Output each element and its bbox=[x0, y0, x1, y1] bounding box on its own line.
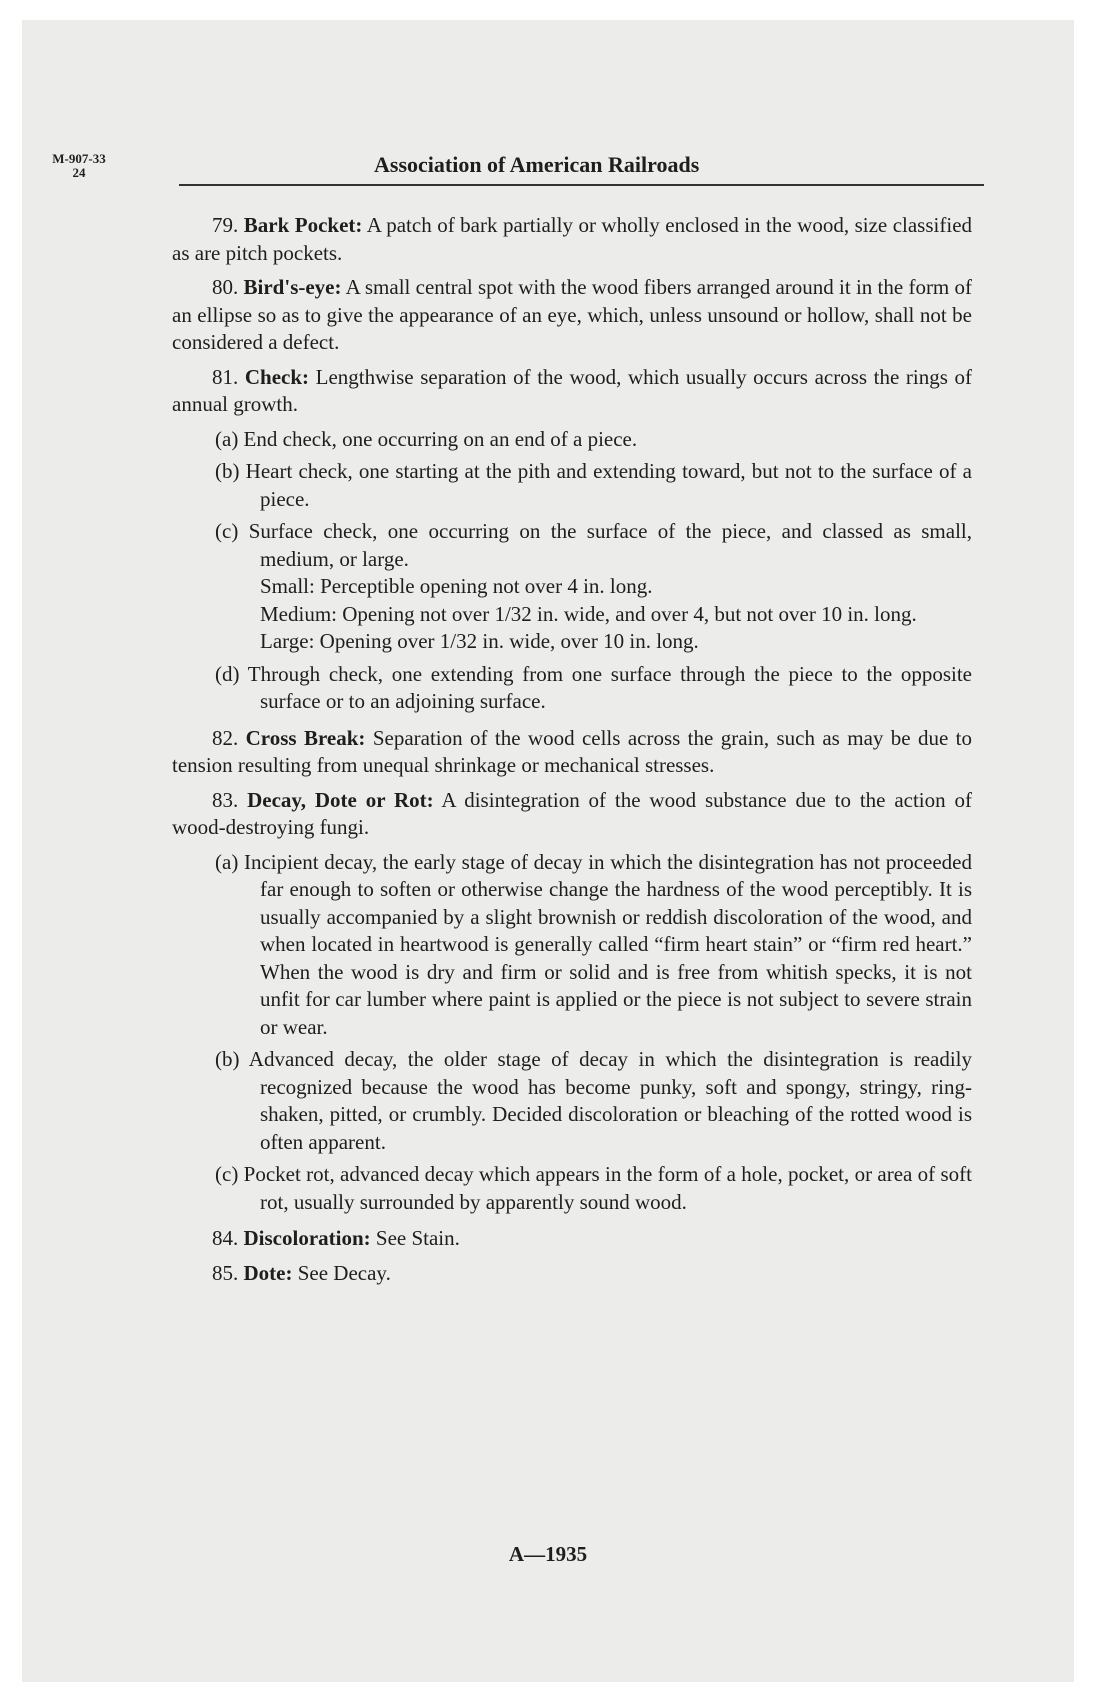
check-item-d: (d) Through check, one extending from one surface through the piece to the opposite surface or to an adjoining surface. bbox=[215, 661, 972, 713]
definitions-body bbox=[172, 212, 972, 1294]
entry-term: Cross Break: bbox=[245, 725, 366, 750]
check-size-medium: Medium: Opening not over 1/32 in. wide, and over 4, but not over 10 in. long. bbox=[260, 601, 917, 626]
check-item-a: (a) End check, one occurring on an end of a piece. bbox=[215, 426, 638, 451]
entry-79 bbox=[172, 212, 972, 267]
header-rule bbox=[179, 184, 984, 186]
entry-number: 84. bbox=[212, 1226, 239, 1250]
entry-85 bbox=[172, 1260, 972, 1288]
entry-text: Lengthwise separation of the wood, which usually occurs across the rings of annual growth. bbox=[172, 364, 973, 416]
entry-number: 83. bbox=[212, 787, 239, 812]
revision-footer: A—1935 bbox=[508, 1542, 588, 1566]
entry-81 bbox=[172, 364, 972, 419]
entry-number: 81. bbox=[212, 364, 239, 389]
page-header bbox=[34, 138, 984, 186]
entry-text: See Stain. bbox=[375, 1226, 460, 1250]
entry-text: A small central spot with the wood fibers arranged around it in the form of an ellipse so as to give the appearance of an eye, which, unless unsound or hollow, shall not be considered a defect. bbox=[172, 275, 973, 354]
check-size-large: Large: Opening over 1/32 in. wide, over 10 in. long. bbox=[260, 629, 699, 653]
decay-item-b: (b) Advanced decay, the older stage of decay in which the disintegration is readily recognized because the wood has become punky, soft and spongy, stringy, ring-shaken, pitted, or crumbly. Decided discoloration or bleaching of the rotted wood is often apparent. bbox=[215, 1047, 972, 1154]
entry-term: Decay, Dote or Rot: bbox=[247, 787, 434, 812]
decay-item-c: (c) Pocket rot, advanced decay which appears in the form of a hole, pocket, or area of soft rot, usually surrounded by apparently sound wood. bbox=[215, 1162, 972, 1214]
check-item-b: (b) Heart check, one starting at the pith and extending toward, but not to the surface of a piece. bbox=[215, 459, 972, 511]
entry-84 bbox=[172, 1225, 972, 1253]
check-size-small: Small: Perceptible opening not over 4 in. long. bbox=[260, 574, 653, 598]
doc-code-block bbox=[34, 152, 124, 180]
entry-term: Dote: bbox=[243, 1260, 293, 1285]
entry-text: See Decay. bbox=[297, 1260, 391, 1285]
entry-number: 80. bbox=[212, 275, 239, 299]
page-number: 24 bbox=[72, 165, 86, 180]
doc-code: M-907-33 bbox=[52, 151, 106, 166]
entry-82 bbox=[172, 725, 972, 780]
entry-term: Bark Pocket: bbox=[243, 213, 363, 237]
entry-80 bbox=[172, 274, 972, 357]
entry-text: A patch of bark partially or wholly enclosed in the wood, size classified as are pitch pockets. bbox=[172, 213, 973, 265]
entry-text: Separation of the wood cells across the grain, such as may be due to tension resulting from unequal shrinkage or mechanical stresses. bbox=[172, 725, 973, 777]
entry-83 bbox=[172, 787, 972, 842]
running-title: Association of American Railroads bbox=[374, 152, 700, 177]
decay-item-a: (a) Incipient decay, the early stage of decay in which the disintegration has not proceeded far enough to soften or otherwise change the hardness of the wood perceptibly. It is usually accompanied by a slight brownish or reddish discoloration of the wood, and when located in heartwood is generally called “firm heart stain” or “firm red heart.” When the wood is dry and firm or solid and is free from whitish specks, it is not unfit for car lumber where paint is applied or the piece is not subject to severe strain or wear. bbox=[215, 849, 972, 1039]
entry-text: A disintegration of the wood substance due to the action of wood-destroying fungi. bbox=[172, 787, 972, 839]
entry-number: 79. bbox=[212, 213, 239, 237]
check-item-c: (c) Surface check, one occurring on the surface of the piece, and classed as small, medium, or large. bbox=[215, 519, 972, 571]
entry-number: 82. bbox=[212, 725, 239, 750]
entry-number: 85. bbox=[212, 1260, 239, 1285]
entry-term: Discoloration: bbox=[243, 1226, 371, 1250]
entry-term: Check: bbox=[244, 364, 310, 389]
scanned-page bbox=[22, 20, 1074, 1682]
entry-term: Bird's-eye: bbox=[243, 275, 342, 299]
